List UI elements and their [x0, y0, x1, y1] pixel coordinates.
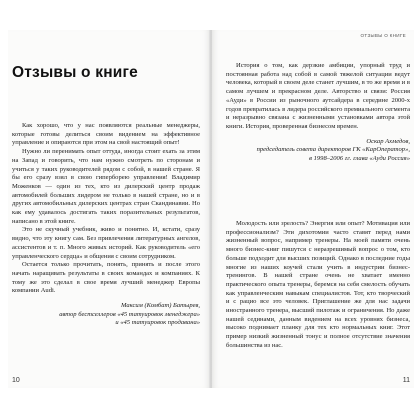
left-page — [8, 30, 210, 388]
right-page — [212, 30, 414, 388]
page-number: 10 — [12, 377, 20, 384]
right-body-bottom — [226, 220, 410, 351]
signature-name: Оскар Ахмедов, — [366, 137, 410, 145]
paragraph: Молодость или зрелость? Энергия или опыт? Мотивация или профессионализм? Эти дихотомии часто ставят перед нами жизненный вопрос, например тренеры. На моей памяти очень много бизнес-книг пишутся с неразрешимый вопрос о том, кто больше подходит для высших позиций. Однако в последние годы многие из наших коучей стали учить в индустрии бизнес-тренингов. В нашей стране очень не хватает именно практического опыта тренеры, беремся на себя смелость обучать как управленческим навыкам специалистов. Тот, кто творческий и с рацио все это человек. Приглашение же для нас задачи иностранного тренера, высший пилотаж и ограничения. Но даже нашей сединами, данным видением на всех уровнях бизнеса, высоко поднимает планку для тех кто нормальных книг. Этот пример низкий жизненный тонус и полное отсутствие значения большинства из нас. — [226, 220, 410, 349]
signature-title: и «45 татуировок продавана» — [115, 319, 200, 327]
left-body — [12, 122, 200, 328]
running-head: ОТЗЫВЫ О КНИГЕ — [360, 33, 406, 38]
page-title: Отзывы о книге — [12, 64, 138, 81]
page-number: 11 — [402, 377, 410, 384]
signature-title: в 1998–2006 гг. глава «Ауди Россия» — [309, 155, 410, 163]
paragraph: История о том, как дерзкие амбиции, упорный труд и постоянная работа над собой в самой тяжелой ситуации ведут человека, который в своем деле станет лучшим, в то же время и в самом лучшем и прекрасном деле. Авторство и связи: Россия «Ауди» в России из рыночного аутсайдера в середине 2000-х годов превратилась в лидера российского премиального сегмента и неразрывно связана с жизненными установками автора этой книги. История, проверенная бизнесом времен. — [226, 62, 410, 130]
signature-title: автор бестселлеров «45 татуировок менеджера» — [59, 310, 200, 318]
paragraph: Это не скучный учебник, живо и понятно. И, кстати, сразу видно, что эту книгу сам. Без привлечения литературных ангелов, ассистентов и т. п. Много живых историй. Как руководитель «его управленческого сердца» и общения с своим сотрудником. — [12, 226, 200, 260]
signature-name: Максим (Комбат) Батырев, — [121, 302, 200, 310]
paragraph: Нужно ли перенимать опыт оттуда, иногда стоит ехать за этим на Запад и говорить, что нам нужно смотреть по сторонам и учиться у таких руководителей рядом с собой, в нашей стране. Я бы его сразу взял в свою гиперборею управления! Владимир Моженков — один из тех, кто из дилерский центр продаж автомобилей больших лидером не только в нашей стране, но и в других автомобильных дилерских центрах стран Скандинавии. Но как ему удавалось достигать таких поразительных результатов, написано в этой книге. — [12, 148, 200, 225]
paragraph: Остается только прочитать, понять, принять и после этого начать наращивать результаты в своих командах и компаниях. К тому же это сделал в свое время лучший менеджер Европы компании Audi. — [12, 261, 200, 295]
review-signature — [226, 138, 410, 164]
signature-title: председатель совета директоров ГК «КарОператор», — [256, 146, 410, 154]
right-body-top — [226, 62, 410, 164]
paragraph: Как хорошо, что у нас появляются реальные менеджеры, которые готовы делиться своим видением на эффективное управление и опираются при этом на свой настоящий опыт! — [12, 122, 200, 147]
review-signature — [12, 302, 200, 328]
